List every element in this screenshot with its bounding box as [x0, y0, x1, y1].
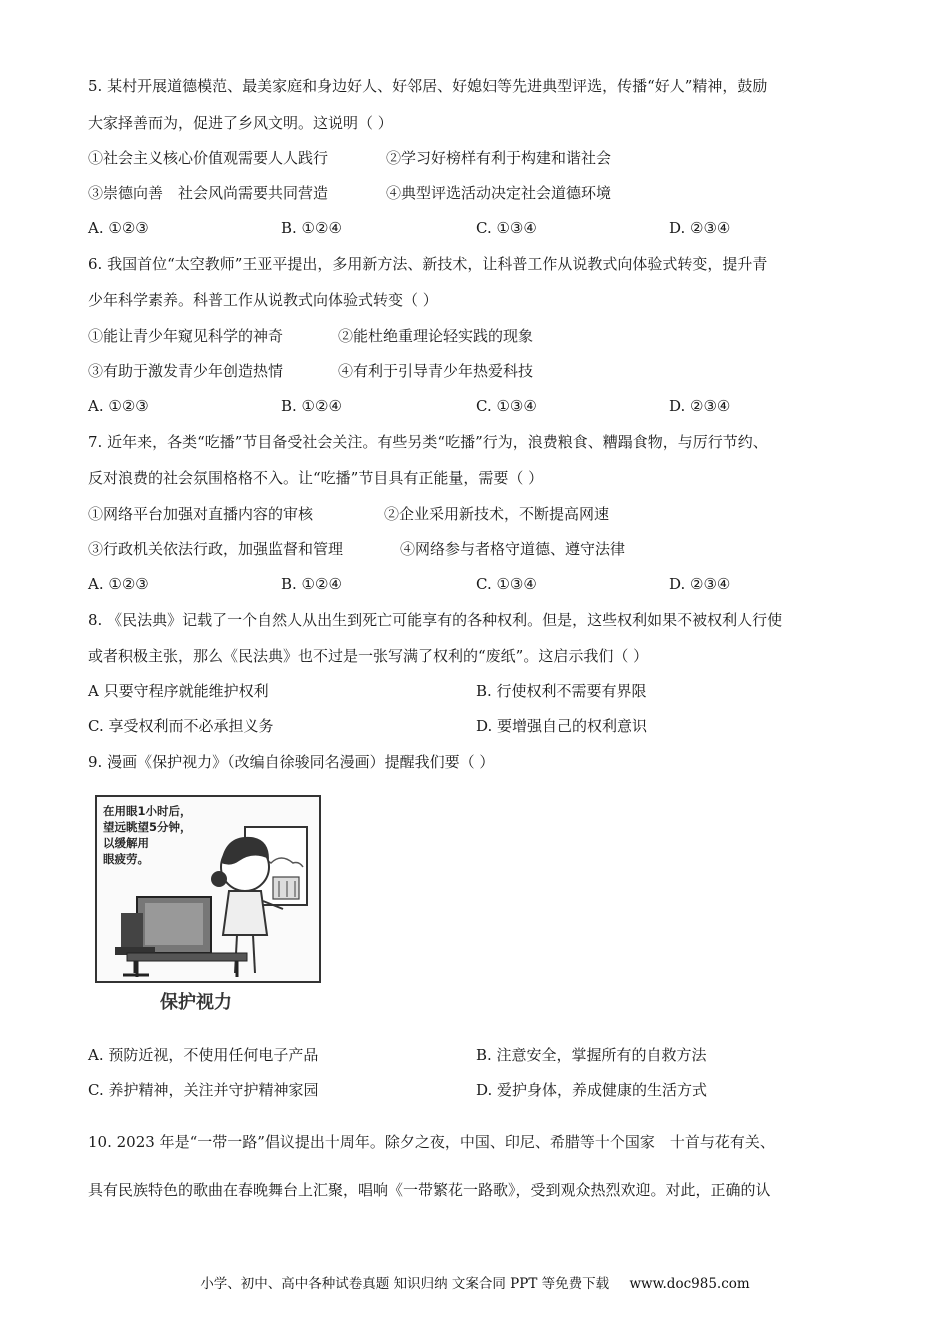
q8-option-b: B. 行使权利不需要有界限: [476, 682, 647, 700]
q6-statement-3: ③有助于激发青少年创造热情: [88, 362, 284, 380]
q5-option-b: B. ①②④: [281, 219, 342, 237]
q8-stem-line1: 8. 《民法典》记载了一个自然人从出生到死亡可能享有的各种权利。但是，这些权利如果不被权利人行使: [88, 611, 783, 629]
q5-option-d: D. ②③④: [669, 219, 731, 237]
q9-stem: 9. 漫画《保护视力》（改编自徐骏同名漫画）提醒我们要（ ）: [88, 753, 495, 771]
q7-stem-line2: 反对浪费的社会氛围格格不入。让“吃播”节目具有正能量，需要（ ）: [88, 469, 544, 487]
q5-option-a: A. ①②③: [88, 219, 149, 237]
q7-option-a: A. ①②③: [88, 575, 149, 593]
q10-stem-line2: 具有民族特色的歌曲在春晚舞台上汇聚，唱响《一带繁花一路歌》，受到观众热烈欢迎。对此，正确的认: [88, 1181, 771, 1199]
q6-option-d: D. ②③④: [669, 397, 731, 415]
q8-option-a: A 只要守程序就能维护权利: [88, 682, 269, 700]
page-footer: [0, 1272, 950, 1292]
q9-option-d: D. 爱护身体，养成健康的生活方式: [476, 1081, 708, 1099]
footer-text: 小学、初中、高中各种试卷真题 知识归纳 文案合同 PPT 等免费下载: [200, 1276, 610, 1292]
q5-stem-line1: 5. 某村开展道德模范、最美家庭和身边好人、好邻居、好媳妇等先进典型评选，传播“好人”精神，鼓励: [88, 77, 768, 95]
cartoon-drawing: [97, 797, 319, 981]
q7-statement-1: ①网络平台加强对直播内容的审核: [88, 505, 314, 523]
cartoon-caption: 保护视力: [160, 992, 232, 1013]
q9-option-a: A. 预防近视，不使用任何电子产品: [88, 1046, 319, 1064]
q6-stem-line1: 6. 我国首位“太空教师”王亚平提出，多用新方法、新技术，让科普工作从说教式向体验式转变，提升青: [88, 255, 768, 273]
q6-option-c: C. ①③④: [476, 397, 537, 415]
footer-site-link[interactable]: www.doc985.com: [629, 1276, 750, 1292]
q8-stem-line2: 或者积极主张，那么《民法典》也不过是一张写满了权利的“废纸”。这启示我们（ ）: [88, 647, 649, 665]
q5-stem-line2: 大家择善而为，促进了乡风文明。这说明（ ）: [88, 114, 393, 132]
q7-statement-2: ②企业采用新技术，不断提高网速: [384, 505, 610, 523]
q7-statement-4: ④网络参与者格守道德、遵守法律: [400, 540, 626, 558]
q10-stem-line1: 10. 2023 年是“一带一路”倡议提出十周年。除夕之夜，中国、印尼、希腊等十个国家 十首与花有关、: [88, 1133, 775, 1151]
q7-stem-line1: 7. 近年来，各类“吃播”节目备受社会关注。有些另类“吃播”行为，浪费粮食、糟蹋食物，与厉行节约、: [88, 433, 768, 451]
q7-option-b: B. ①②④: [281, 575, 342, 593]
q7-option-c: C. ①③④: [476, 575, 537, 593]
q6-stem-line2: 少年科学素养。科普工作从说教式向体验式转变（ ）: [88, 291, 438, 309]
q6-option-a: A. ①②③: [88, 397, 149, 415]
q9-option-b: B. 注意安全，掌握所有的自救方法: [476, 1046, 707, 1064]
q9-option-c: C. 养护精神，关注并守护精神家园: [88, 1081, 319, 1099]
q7-option-d: D. ②③④: [669, 575, 731, 593]
q6-option-b: B. ①②④: [281, 397, 342, 415]
q6-statement-1: ①能让青少年窥见科学的神奇: [88, 327, 284, 345]
cartoon-image: [95, 795, 321, 983]
q8-option-c: C. 享受权利而不必承担义务: [88, 717, 274, 735]
q5-statement-4: ④典型评选活动决定社会道德环境: [386, 184, 612, 202]
q8-option-d: D. 要增强自己的权利意识: [476, 717, 648, 735]
q5-statement-1: ①社会主义核心价值观需要人人践行: [88, 149, 329, 167]
q5-statement-2: ②学习好榜样有利于构建和谐社会: [386, 149, 612, 167]
q5-option-c: C. ①③④: [476, 219, 537, 237]
q6-statement-2: ②能杜绝重理论轻实践的现象: [338, 327, 534, 345]
q5-statement-3: ③崇德向善 社会风尚需要共同营造: [88, 184, 329, 202]
q7-statement-3: ③行政机关依法行政，加强监督和管理: [88, 540, 344, 558]
cartoon-speech-text: 在用眼1小时后， 望远眺望5分钟， 以缓解用 眼疲劳。: [103, 804, 192, 866]
q6-statement-4: ④有利于引导青少年热爱科技: [338, 362, 534, 380]
